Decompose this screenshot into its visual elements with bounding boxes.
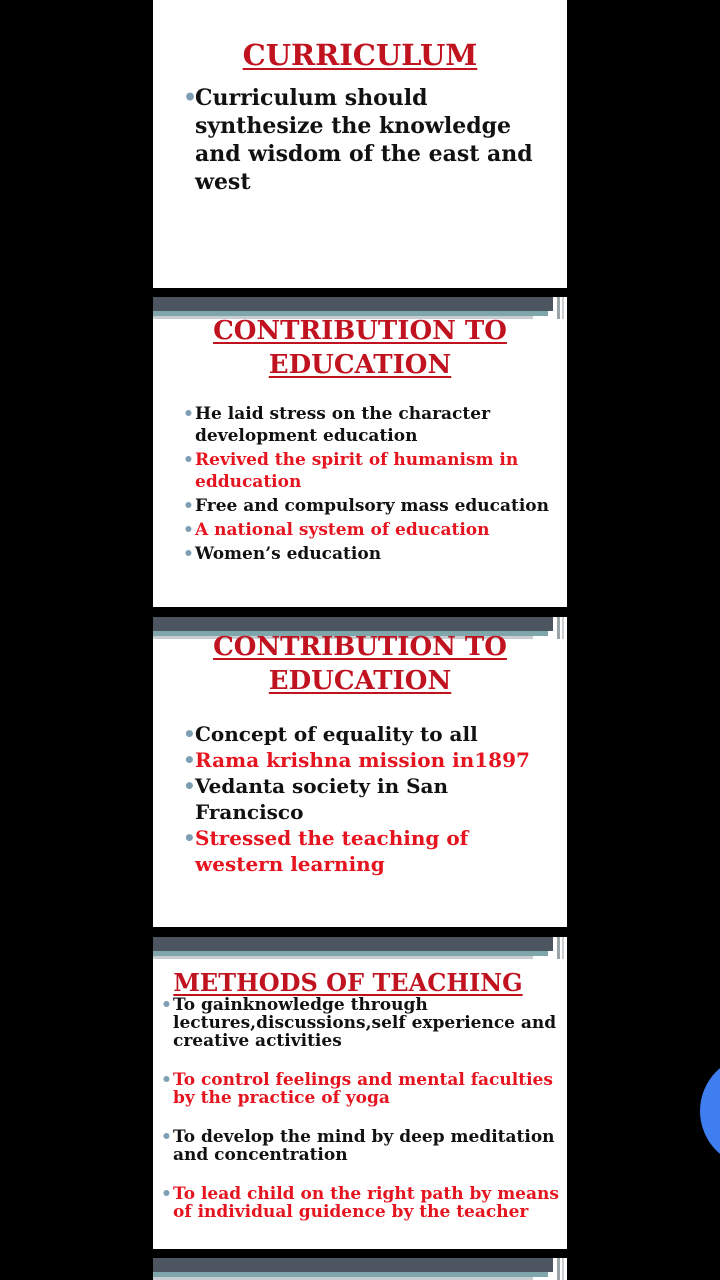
slide-header-bar xyxy=(153,1258,567,1280)
slide-header-bar xyxy=(153,937,567,959)
slide-contribution-2 xyxy=(153,617,567,927)
edge-handle[interactable] xyxy=(700,1055,720,1167)
bullet-item: • Curriculum should synthesize the knowledge and wisdom of the east and west xyxy=(183,84,553,196)
bullet-item: • He laid stress on the character development education xyxy=(183,403,553,447)
bullet-item: • Free and compulsory mass education xyxy=(183,495,553,517)
slide-title: METHODS OF TEACHING xyxy=(173,968,523,997)
bullet-item: • Women’s education xyxy=(183,543,553,565)
bullet-item: • Stressed the teaching of western learning xyxy=(183,825,553,877)
slide-methods-of-teaching xyxy=(153,937,567,1249)
slide-title-line2: EDUCATION xyxy=(268,666,452,696)
slide-title: CURRICULUM xyxy=(242,38,478,72)
bullet-item: • Rama krishna mission in1897 xyxy=(183,747,553,773)
bullet-item: • To control feelings and mental faculties by the practice of yoga xyxy=(161,1071,561,1107)
slide-title-line1: CONTRIBUTION TO xyxy=(213,632,507,662)
bullet-item: • To lead child on the right path by means of individual guidence by the teacher xyxy=(161,1185,561,1221)
slide-title-line2: EDUCATION xyxy=(268,350,452,380)
bullet-list xyxy=(183,721,553,877)
slide-contribution-1 xyxy=(153,297,567,607)
slide-next-partial xyxy=(153,1258,567,1280)
bullet-item: • Concept of equality to all xyxy=(183,721,553,747)
bullet-list xyxy=(161,996,561,1221)
bullet-item: • To develop the mind by deep meditation and concentration xyxy=(161,1128,561,1164)
bullet-list xyxy=(183,403,553,565)
bullet-item: • To gainknowledge through lectures,discussions,self experience and creative activities xyxy=(161,996,561,1050)
slide-title-line1: CONTRIBUTION TO xyxy=(213,316,507,346)
bullet-item: • Vedanta society in San Francisco xyxy=(183,773,553,825)
bullet-item: • A national system of education xyxy=(183,519,553,541)
bullet-list xyxy=(183,84,553,196)
bullet-item: • Revived the spirit of humanism in edducation xyxy=(183,449,553,493)
slide-curriculum xyxy=(153,0,567,288)
